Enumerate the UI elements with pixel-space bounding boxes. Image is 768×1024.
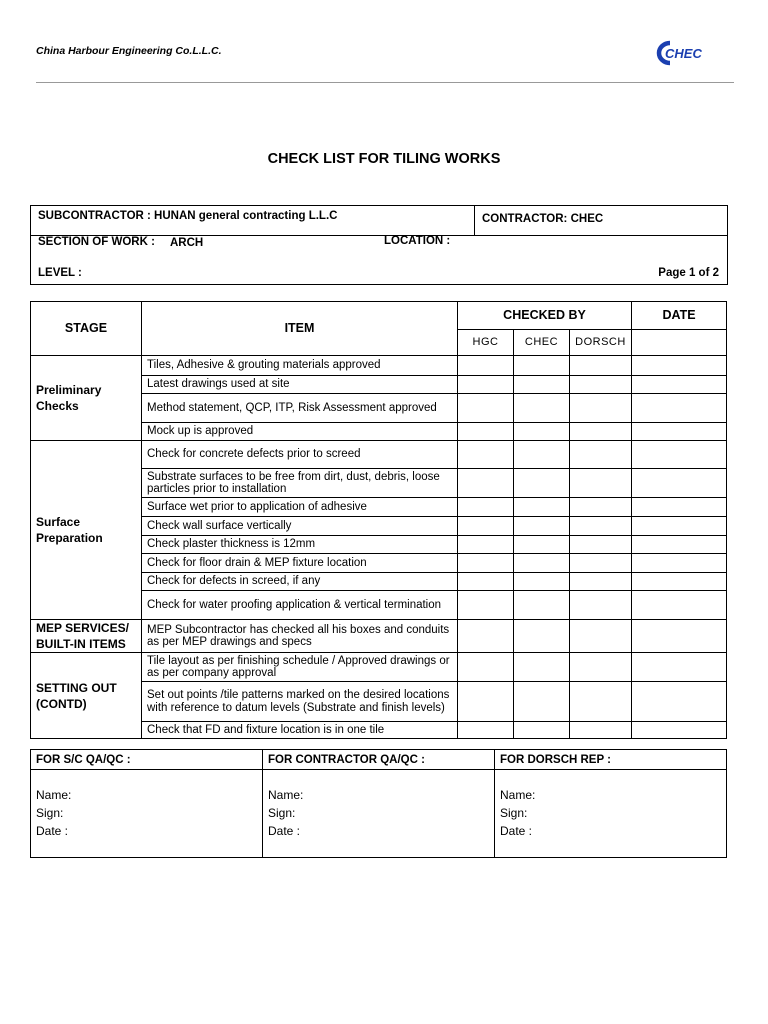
- date-label: Date :: [268, 824, 301, 838]
- check-cell-dorsch[interactable]: [570, 423, 632, 441]
- logo-text: CHEC: [665, 46, 702, 61]
- check-cell-chec[interactable]: [514, 554, 570, 573]
- check-cell-dorsch[interactable]: [570, 376, 632, 394]
- checklist-row: [31, 653, 727, 682]
- date-cell[interactable]: [632, 376, 727, 394]
- item-cell: Check plaster thickness is 12mm: [142, 536, 458, 554]
- page-number: Page 1 of 2: [658, 267, 719, 279]
- item-cell: Method statement, QCP, ITP, Risk Assessment approved: [142, 394, 458, 423]
- item-cell: Substrate surfaces to be free from dirt, dust, debris, loose particles prior to installation: [142, 469, 458, 498]
- check-cell-chec[interactable]: [514, 356, 570, 376]
- check-cell-dorsch[interactable]: [570, 469, 632, 498]
- date-header: DATE: [632, 302, 727, 330]
- item-cell: Check for concrete defects prior to screed: [142, 441, 458, 469]
- check-cell-chec[interactable]: [514, 573, 570, 591]
- name-label: Name:: [36, 788, 72, 802]
- stage-cell: MEP SERVICES/ BUILT-IN ITEMS: [31, 620, 142, 653]
- info-divider-vertical: [474, 206, 475, 235]
- date-cell[interactable]: [632, 653, 727, 682]
- sign-label: Sign:: [268, 806, 296, 820]
- check-cell-hgc[interactable]: [458, 536, 514, 554]
- check-cell-chec[interactable]: [514, 653, 570, 682]
- stage-cell: SETTING OUT (CONTD): [31, 653, 142, 739]
- location-field: LOCATION :: [384, 235, 451, 247]
- check-cell-hgc[interactable]: [458, 722, 514, 739]
- check-cell-dorsch[interactable]: [570, 591, 632, 620]
- level-field: LEVEL :: [38, 267, 82, 279]
- stage-cell: Preliminary Checks: [31, 356, 142, 441]
- item-cell: Check for defects in screed, if any: [142, 573, 458, 591]
- checker-dorsch: DORSCH: [570, 330, 632, 356]
- date-cell[interactable]: [632, 441, 727, 469]
- date-cell[interactable]: [632, 356, 727, 376]
- date-cell[interactable]: [632, 722, 727, 739]
- check-cell-hgc[interactable]: [458, 356, 514, 376]
- item-cell: Surface wet prior to application of adhesive: [142, 498, 458, 517]
- item-cell: Check wall surface vertically: [142, 517, 458, 536]
- check-cell-dorsch[interactable]: [570, 722, 632, 739]
- checker-hgc: HGC: [458, 330, 514, 356]
- date-label: Date :: [36, 824, 69, 838]
- check-cell-hgc[interactable]: [458, 653, 514, 682]
- check-cell-dorsch[interactable]: [570, 356, 632, 376]
- checklist-row: [31, 620, 727, 653]
- checklist-row: [31, 441, 727, 469]
- check-cell-dorsch[interactable]: [570, 498, 632, 517]
- signoff-dorsch-rep-header: FOR DORSCH REP :: [495, 750, 727, 770]
- check-cell-chec[interactable]: [514, 376, 570, 394]
- check-cell-chec[interactable]: [514, 517, 570, 536]
- date-cell[interactable]: [632, 591, 727, 620]
- check-cell-hgc[interactable]: [458, 517, 514, 536]
- check-cell-chec[interactable]: [514, 536, 570, 554]
- check-cell-hgc[interactable]: [458, 498, 514, 517]
- date-cell[interactable]: [632, 423, 727, 441]
- check-cell-dorsch[interactable]: [570, 620, 632, 653]
- page-title: CHECK LIST FOR TILING WORKS: [267, 151, 501, 167]
- date-cell[interactable]: [632, 517, 727, 536]
- date-cell[interactable]: [632, 498, 727, 517]
- item-header: ITEM: [142, 302, 458, 356]
- chec-logo: [656, 40, 708, 66]
- subcontractor-field: SUBCONTRACTOR : HUNAN general contracting L.L.C: [38, 210, 338, 222]
- name-label: Name:: [268, 788, 304, 802]
- item-cell: Check for water proofing application & vertical termination: [142, 591, 458, 620]
- check-cell-hgc[interactable]: [458, 682, 514, 722]
- check-cell-hgc[interactable]: [458, 376, 514, 394]
- checker-chec: CHEC: [514, 330, 570, 356]
- check-cell-dorsch[interactable]: [570, 554, 632, 573]
- date-subheader-cell: [632, 330, 727, 356]
- date-label: Date :: [500, 824, 533, 838]
- check-cell-chec[interactable]: [514, 423, 570, 441]
- check-cell-dorsch[interactable]: [570, 653, 632, 682]
- date-cell[interactable]: [632, 573, 727, 591]
- check-cell-chec[interactable]: [514, 722, 570, 739]
- date-cell[interactable]: [632, 469, 727, 498]
- item-cell: Mock up is approved: [142, 423, 458, 441]
- check-cell-hgc[interactable]: [458, 423, 514, 441]
- check-cell-chec[interactable]: [514, 394, 570, 423]
- signoff-sc-qaqc-block[interactable]: [31, 770, 263, 858]
- check-cell-dorsch[interactable]: [570, 517, 632, 536]
- stage-header: STAGE: [31, 302, 142, 356]
- name-label: Name:: [500, 788, 536, 802]
- check-cell-hgc[interactable]: [458, 620, 514, 653]
- contractor-field: CONTRACTOR: CHEC: [482, 213, 604, 225]
- date-cell[interactable]: [632, 536, 727, 554]
- company-name: China Harbour Engineering Co.L.L.C.: [36, 45, 222, 57]
- signoff-contractor-qaqc-header: FOR CONTRACTOR QA/QC :: [263, 750, 495, 770]
- item-cell: Check that FD and fixture location is in one tile: [142, 722, 458, 739]
- check-cell-dorsch[interactable]: [570, 573, 632, 591]
- date-cell[interactable]: [632, 620, 727, 653]
- sign-label: Sign:: [36, 806, 64, 820]
- check-cell-chec[interactable]: [514, 682, 570, 722]
- check-cell-dorsch[interactable]: [570, 394, 632, 423]
- check-cell-hgc[interactable]: [458, 441, 514, 469]
- check-cell-chec[interactable]: [514, 469, 570, 498]
- signoff-dorsch-rep-block[interactable]: [495, 770, 727, 858]
- item-cell: Tiles, Adhesive & grouting materials approved: [142, 356, 458, 376]
- check-cell-dorsch[interactable]: [570, 441, 632, 469]
- project-info-box: [30, 205, 728, 285]
- check-cell-hgc[interactable]: [458, 394, 514, 423]
- checklist-table: [30, 301, 727, 739]
- stage-cell: Surface Preparation: [31, 441, 142, 620]
- date-cell[interactable]: [632, 394, 727, 423]
- item-cell: Set out points /tile patterns marked on the desired locations with reference to datum levels (Substrate and finish levels): [142, 682, 458, 722]
- check-cell-hgc[interactable]: [458, 469, 514, 498]
- sign-label: Sign:: [500, 806, 528, 820]
- check-cell-dorsch[interactable]: [570, 536, 632, 554]
- check-cell-hgc[interactable]: [458, 554, 514, 573]
- check-cell-chec[interactable]: [514, 498, 570, 517]
- check-cell-chec[interactable]: [514, 441, 570, 469]
- check-cell-hgc[interactable]: [458, 573, 514, 591]
- date-cell[interactable]: [632, 554, 727, 573]
- item-cell: Tile layout as per finishing schedule / Approved drawings or as per company approval: [142, 653, 458, 682]
- check-cell-dorsch[interactable]: [570, 682, 632, 722]
- check-cell-chec[interactable]: [514, 591, 570, 620]
- date-cell[interactable]: [632, 682, 727, 722]
- item-cell: MEP Subcontractor has checked all his boxes and conduits as per MEP drawings and specs: [142, 620, 458, 653]
- signoff-sc-qaqc-header: FOR S/C QA/QC :: [31, 750, 263, 770]
- item-cell: Check for floor drain & MEP fixture location: [142, 554, 458, 573]
- check-cell-chec[interactable]: [514, 620, 570, 653]
- header-rule: [36, 82, 734, 83]
- checked-by-header: CHECKED BY: [458, 302, 632, 330]
- section-of-work-label: SECTION OF WORK :: [38, 236, 155, 248]
- section-of-work-value: ARCH: [170, 237, 204, 249]
- item-cell: Latest drawings used at site: [142, 376, 458, 394]
- check-cell-hgc[interactable]: [458, 591, 514, 620]
- signoff-contractor-qaqc-block[interactable]: [263, 770, 495, 858]
- signoff-table: [30, 749, 727, 858]
- checklist-row: [31, 356, 727, 376]
